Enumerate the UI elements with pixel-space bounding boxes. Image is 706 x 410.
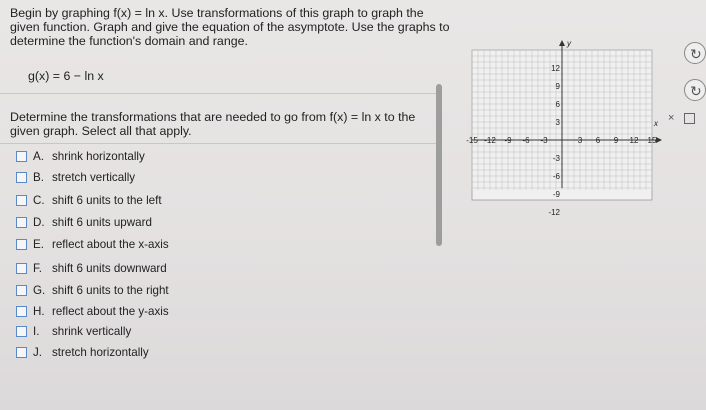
function-expression: g(x) = 6 − ln x (28, 69, 104, 83)
y-tick-label: -12 (548, 208, 560, 217)
refresh-icon[interactable]: ↻ (684, 42, 706, 64)
option-text: stretch vertically (52, 171, 136, 184)
y-tick-label: -6 (552, 172, 560, 181)
divider (0, 143, 440, 144)
checkbox[interactable] (16, 263, 27, 274)
x-tick-label: 3 (577, 136, 583, 145)
x-tick-label: 9 (613, 136, 619, 145)
option-letter: I. (33, 325, 40, 338)
x-tick-label: -15 (466, 136, 478, 145)
x-tick-label: 12 (629, 136, 639, 145)
y-axis-arrow (559, 40, 565, 46)
x-tick-label: -3 (540, 136, 548, 145)
option-letter: F. (33, 262, 43, 275)
option-letter: E. (33, 238, 44, 251)
x-axis-label: x (654, 119, 658, 128)
option-letter: C. (33, 194, 45, 207)
y-tick-label: 12 (551, 64, 560, 73)
y-tick-label: -9 (552, 190, 560, 199)
checkbox[interactable] (16, 326, 27, 337)
refresh-icon[interactable]: ↻ (684, 79, 706, 101)
question-prompt: Begin by graphing f(x) = ln x. Use transformations of this graph to graph the given function. Graph and give the equation of the asymptote. Use the graphs to determine the function's domain and range. (10, 6, 450, 48)
y-tick-label: 9 (555, 82, 560, 91)
y-tick-label: 6 (555, 100, 560, 109)
option-text: reflect about the x-axis (52, 238, 169, 251)
option-text: reflect about the y-axis (52, 305, 169, 318)
x-tick-label: -9 (504, 136, 512, 145)
option-text: shrink vertically (52, 325, 132, 338)
divider (0, 93, 440, 94)
x-axis-arrow (656, 137, 662, 143)
question-instruction: Determine the transformations that are needed to go from f(x) = ln x to the given graph. Select all that apply. (10, 110, 416, 138)
option-text: shift 6 units upward (52, 216, 152, 229)
option-letter: B. (33, 171, 44, 184)
y-tick-label: -3 (552, 154, 560, 163)
option-text: stretch horizontally (52, 346, 149, 359)
checkbox[interactable] (16, 239, 27, 250)
y-axis-label: y (567, 39, 571, 48)
option-letter: J. (33, 346, 43, 359)
y-tick-label: 3 (555, 118, 560, 127)
x-tick-label: -12 (484, 136, 496, 145)
option-text: shift 6 units to the left (52, 194, 162, 207)
checkbox[interactable] (16, 306, 27, 317)
checkbox[interactable] (16, 195, 27, 206)
option-text: shift 6 units downward (52, 262, 167, 275)
option-letter: G. (33, 284, 46, 297)
option-text: shift 6 units to the right (52, 284, 169, 297)
x-tick-label: 6 (595, 136, 601, 145)
checkbox[interactable] (16, 217, 27, 228)
x-tick-label: -6 (522, 136, 530, 145)
option-letter: D. (33, 216, 45, 229)
checkbox[interactable] (16, 151, 27, 162)
option-letter: H. (33, 305, 45, 318)
option-letter: A. (33, 150, 44, 163)
coordinate-graph[interactable] (462, 39, 667, 217)
popout-icon[interactable] (684, 113, 695, 124)
x-tick-label: 15 (647, 136, 657, 145)
close-icon[interactable]: × (668, 112, 675, 124)
checkbox[interactable] (16, 172, 27, 183)
scrollbar[interactable] (436, 84, 442, 246)
checkbox[interactable] (16, 347, 27, 358)
checkbox[interactable] (16, 285, 27, 296)
option-text: shrink horizontally (52, 150, 145, 163)
